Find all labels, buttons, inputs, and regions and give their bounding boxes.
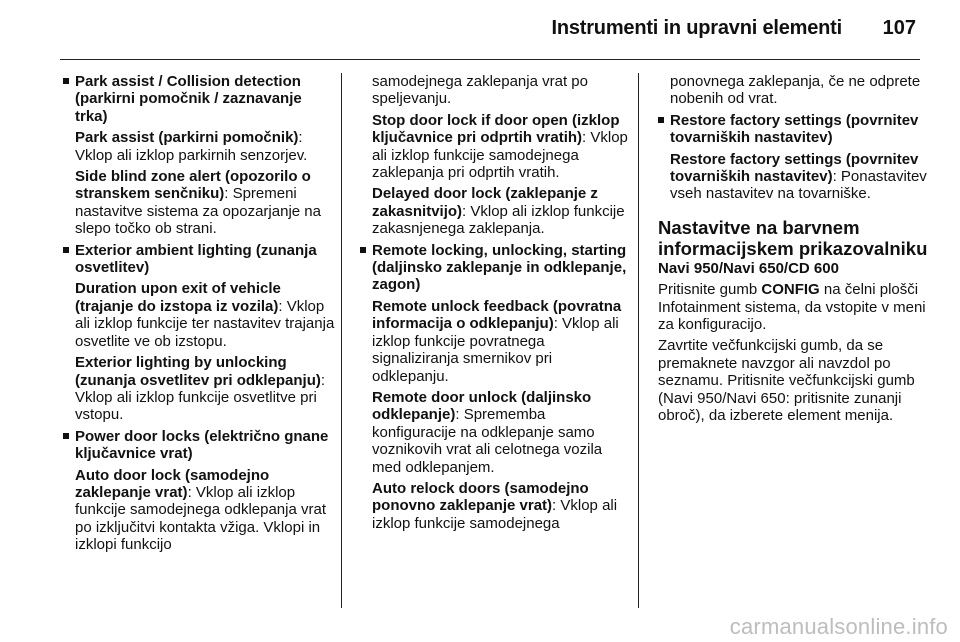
sub-heading: Navi 950/Navi 650/CD 600 <box>658 259 839 277</box>
entry-desc: : Vklop ali izklop funkcije samodejnega zaklepanja pri odprtih vratih. <box>372 129 628 182</box>
bullet-remote-locking <box>360 242 628 294</box>
entry-continuation: ponovnega zaklepanja, če ne odprete nobenih od vrat. <box>670 73 921 108</box>
page-number: 107 <box>882 17 916 39</box>
bullet-title: Exterior ambient lighting (zunanja osvetlitev) <box>75 241 317 277</box>
bullet-power-door-locks <box>63 428 335 463</box>
bullet-park-assist <box>63 73 335 125</box>
config-button-label: CONFIG <box>761 281 820 299</box>
entry-exterior-lighting-unlocking <box>75 354 335 424</box>
entry-term: Exterior lighting by unlocking (zunanja osvetlitev pri odklepanju) <box>75 354 321 389</box>
entry-restore-factory-settings <box>670 151 930 203</box>
section-heading: Nastavitve na barvnem informacijskem prikazovalniku <box>658 216 928 259</box>
entry-stop-door-lock <box>372 112 628 182</box>
page-title: Instrumenti in upravni elementi <box>551 17 842 39</box>
entry-auto-door-lock <box>75 467 335 554</box>
para-text: Pritisnite gumb <box>658 281 762 299</box>
para-text: na čelni plošči Infotainment sistema, da vstopite v meni za konfiguracijo. <box>658 281 926 334</box>
entry-remote-door-unlock <box>372 389 628 476</box>
entry-continuation: samodejnega zaklepanja vrat po speljevanju. <box>372 73 588 108</box>
entry-auto-relock-doors <box>372 480 628 532</box>
entry-delayed-door-lock <box>372 185 628 237</box>
entry-desc: : Vklop ali izklop funkcije samodejnega odklepanja vrat po izključitvi kontakta vžiga. Vklopi in izklopi funkcijo <box>75 483 326 554</box>
entry-term: Duration upon exit of vehicle (trajanje do izstopa iz vozila) <box>75 280 281 315</box>
column-divider-2 <box>638 73 639 608</box>
entry-term: Delayed door lock (zaklepanje z zakasnitvijo) <box>372 185 598 220</box>
header-divider <box>60 59 920 60</box>
bullet-title: Power door locks (električno gnane ključavnice vrat) <box>75 427 329 463</box>
entry-desc: : Vklop ali izklop funkcije povratnega signaliziranja smernikov pri odklepanju. <box>372 315 619 385</box>
column-3 <box>658 73 930 429</box>
entry-desc: : Vklop ali izklop funkcije osvetlitve pri vstopu. <box>75 371 326 424</box>
bullet-title: Park assist / Collision detection (parkirni pomočnik / zaznavanje trka) <box>75 73 302 125</box>
entry-remote-unlock-feedback <box>372 298 628 385</box>
bullet-title: Remote locking, unlocking, starting (daljinsko zaklepanje in odklepanje, zagon) <box>372 241 627 294</box>
entry-term: Stop door lock if door open (izklop ključavnice pri odprtih vratih) <box>372 111 620 147</box>
paragraph-config <box>658 281 930 333</box>
entry-term: Restore factory settings (povrnitev tovarniških nastavitev) <box>670 150 919 186</box>
entry-term: Remote unlock feedback (povratna informacija o odklepanju) <box>372 297 622 333</box>
entry-park-assist <box>75 129 335 164</box>
entry-term: Side blind zone alert (opozorilo o stranskem senčniku) <box>75 168 311 203</box>
entry-duration-exit <box>75 280 335 350</box>
column-divider-1 <box>341 73 342 608</box>
entry-desc: : Vklop ali izklop funkcije samodejnega <box>372 497 618 532</box>
entry-side-blind-zone <box>75 168 335 238</box>
entry-desc: : Vklop ali izklop funkcije ter nastavitev trajanja osvetlite ve ob izstopu. <box>75 297 335 350</box>
entry-desc: : Vklop ali izklop parkirnih senzorjev. <box>75 129 308 164</box>
entry-desc: : Sprememba konfiguracije na odklepanje samo voznikovih vrat ali celotnega vozila med odklepanjem. <box>372 406 603 476</box>
entry-desc: : Vklop ali izklop funkcije zakasnjenega zaklepanja. <box>372 202 625 238</box>
bullet-restore-factory-settings <box>658 112 930 147</box>
entry-term: Park assist (parkirni pomočnik) <box>75 129 299 147</box>
column-2 <box>360 73 628 536</box>
bullet-exterior-ambient-lighting <box>63 242 335 277</box>
entry-term: Auto door lock (samodejno zaklepanje vrat) <box>75 466 270 501</box>
column-1 <box>63 73 335 558</box>
watermark: carmanualsonline.info <box>729 614 948 639</box>
page-header <box>0 0 960 62</box>
entry-desc: : Ponastavitev vseh nastavitev na tovarniške. <box>670 168 927 203</box>
entry-term: Remote door unlock (daljinsko odklepanje) <box>372 388 592 424</box>
entry-desc: : Spremeni nastavitve sistema za opozarjanje na slepo točko ob strani. <box>75 185 321 238</box>
paragraph-multifunction-knob: Zavrtite večfunkcijski gumb, da se premaknete navzgor ali navzdol po seznamu. Pritisnite večfunkcijski gumb (Navi 950/Navi 650: pritisnite zunanji obroč), da izberete element menija. <box>658 337 915 425</box>
bullet-title: Restore factory settings (povrnitev tovarniških nastavitev) <box>670 111 919 147</box>
entry-term: Auto relock doors (samodejno ponovno zaklepanje vrat) <box>372 479 589 515</box>
